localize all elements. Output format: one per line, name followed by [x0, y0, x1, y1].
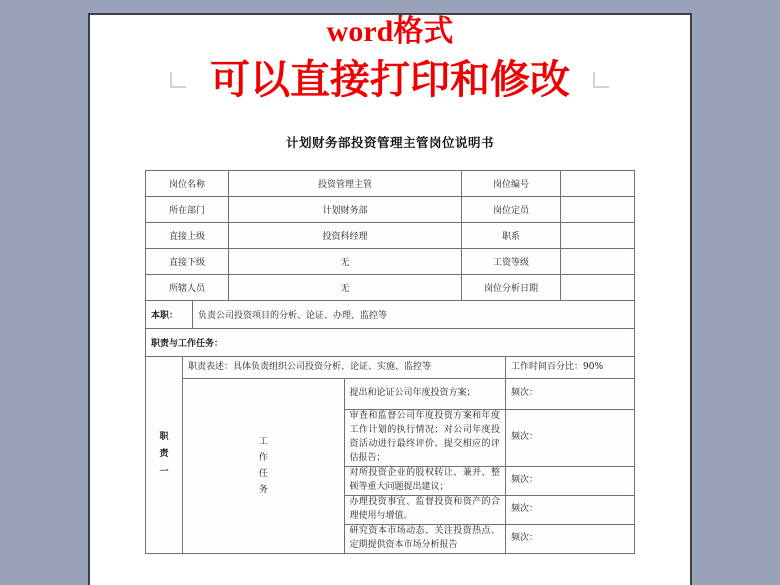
info-label-3: 直接下级	[146, 249, 229, 275]
table-row-statement	[146, 357, 635, 379]
info-label2-4: 岗位分析日期	[462, 275, 561, 301]
info-value-3[interactable]: 无	[229, 249, 462, 275]
task-frequency-4[interactable]: 频次：	[506, 524, 635, 553]
duty-statement-cell	[183, 357, 506, 379]
task-vertical-label	[183, 379, 345, 554]
table-row-task	[146, 379, 635, 410]
duty-task-table	[145, 356, 635, 554]
duty-statement-text: 具体负责组织公司投资分析、论证、实施、监控等	[233, 361, 432, 372]
table-row	[146, 275, 635, 301]
info-value-0[interactable]: 投资管理主管	[229, 171, 462, 197]
document-page	[88, 13, 692, 585]
info-value2-4[interactable]	[561, 275, 635, 301]
info-value2-1[interactable]	[561, 197, 635, 223]
info-label-0: 岗位名称	[146, 171, 229, 197]
info-value2-2[interactable]	[561, 223, 635, 249]
task-text-0: 提出和论证公司年度投资方案；	[344, 379, 506, 410]
task-text-2: 对所投资企业的股权转让、兼并、整顿等重大问题提出建议；	[344, 466, 506, 495]
info-label2-3: 工资等级	[462, 249, 561, 275]
time-percent-cell: 工作时间百分比：90%	[506, 357, 635, 379]
task-text-3: 办理投资事宜、监督投资和资产的合理使用与增值。	[344, 495, 506, 524]
task-frequency-2[interactable]: 频次：	[506, 466, 635, 495]
info-value-2[interactable]: 投资科经理	[229, 223, 462, 249]
main-duty-table	[145, 300, 635, 357]
task-frequency-0[interactable]: 频次：	[506, 379, 635, 410]
info-label-2: 直接上级	[146, 223, 229, 249]
duty-statement-label: 职责表述：	[188, 361, 234, 372]
info-value-1[interactable]: 计划财务部	[229, 197, 462, 223]
table-row	[146, 329, 635, 357]
promo-line-1: word格式	[326, 15, 454, 48]
info-label2-2: 职系	[462, 223, 561, 249]
task-frequency-3[interactable]: 频次：	[506, 495, 635, 524]
task-text-4: 研究资本市场动态、关注投资热点、定期提供资本市场分析报告	[344, 524, 506, 553]
table-row	[146, 249, 635, 275]
task-text-1: 审查和监督公司年度投资方案和年度工作计划的执行情况；对公司年度投资活动进行最终评价、提交相应的评估报告；	[344, 410, 506, 467]
table-row	[146, 223, 635, 249]
info-label-1: 所在部门	[146, 197, 229, 223]
info-label2-1: 岗位定员	[462, 197, 561, 223]
info-value2-0[interactable]	[561, 171, 635, 197]
document-title: 计划财务部投资管理主管岗位说明书	[285, 135, 494, 150]
info-value2-3[interactable]	[561, 249, 635, 275]
table-row	[146, 301, 635, 329]
main-duty-text: 负责公司投资项目的分析、论证、办理、监控等	[193, 301, 635, 329]
info-value-4[interactable]: 无	[229, 275, 462, 301]
duties-heading: 职责与工作任务：	[146, 329, 635, 357]
info-label-4: 所辖人员	[146, 275, 229, 301]
duty-vertical-label	[146, 357, 183, 554]
task-frequency-1[interactable]: 频次：	[506, 410, 635, 467]
table-row	[146, 171, 635, 197]
main-duty-label: 本职：	[146, 301, 193, 329]
duty-vertical-label-text: 职 责 一	[159, 431, 169, 477]
info-label2-0: 岗位编号	[462, 171, 561, 197]
task-vertical-label-text: 工 作 任 务	[258, 436, 268, 496]
promo-line-2: 可以直接打印和修改	[210, 57, 570, 102]
table-row	[146, 197, 635, 223]
position-info-table	[145, 170, 635, 301]
